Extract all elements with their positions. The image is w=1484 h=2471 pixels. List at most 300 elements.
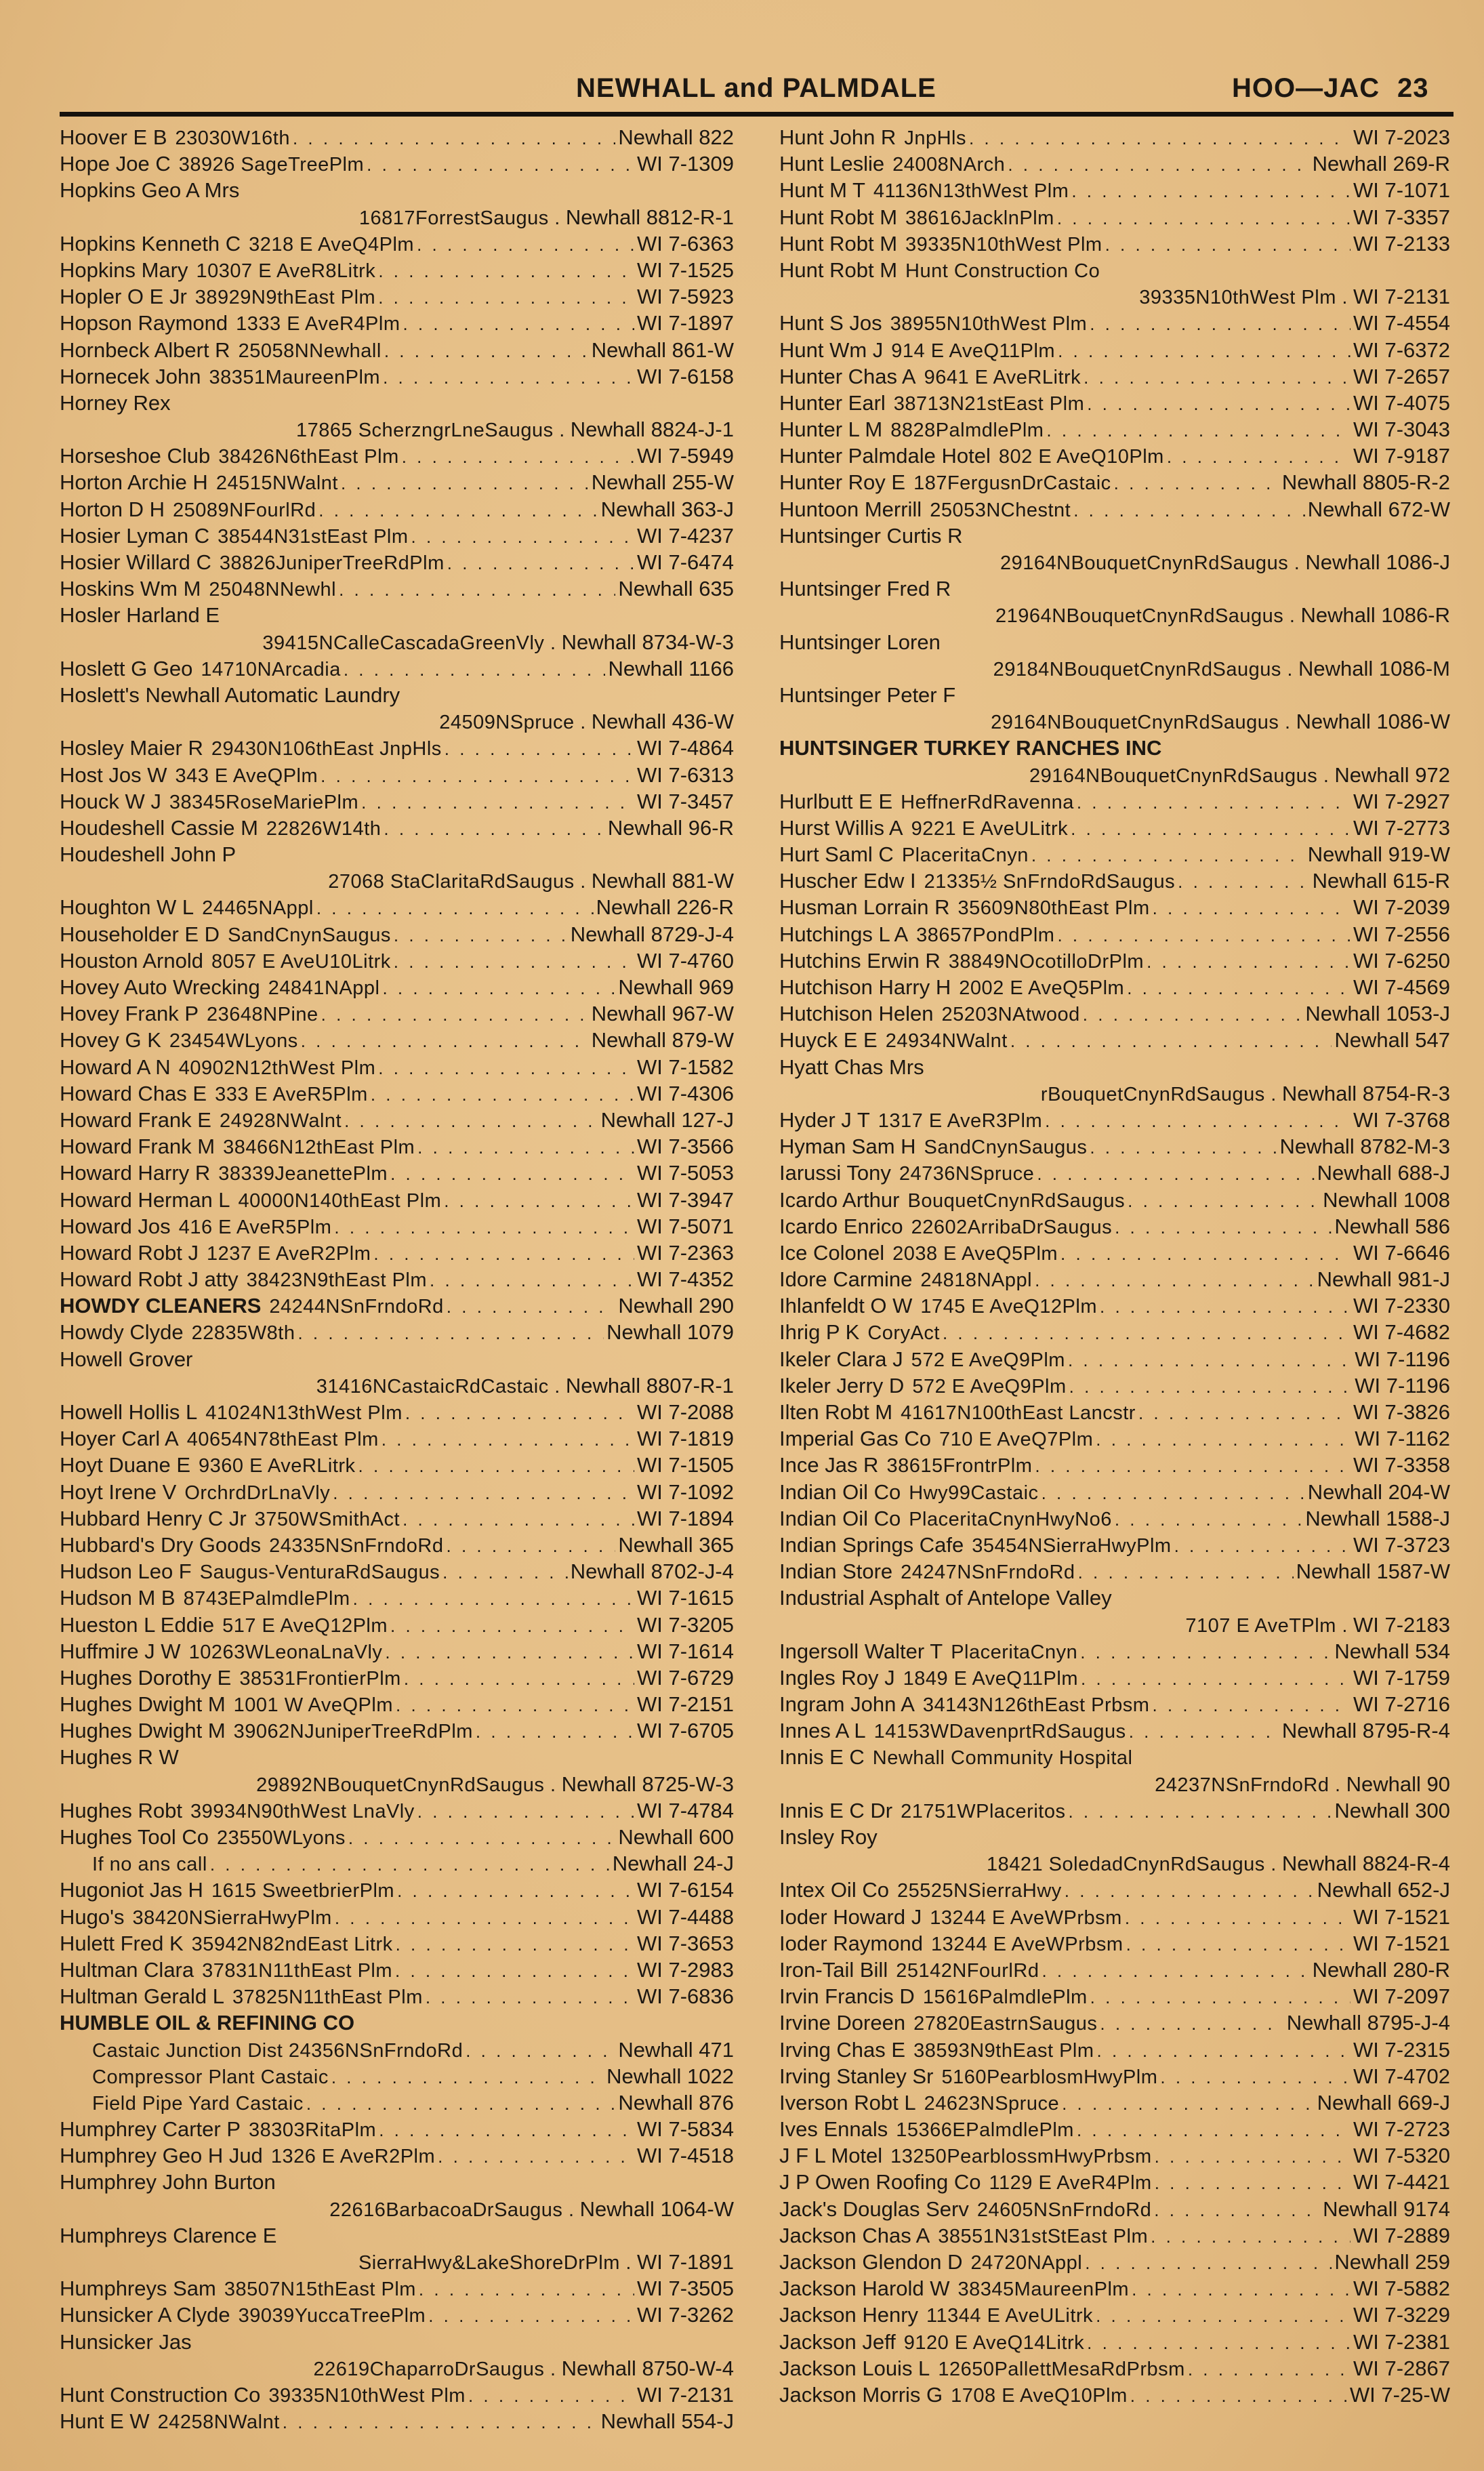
listing-line <box>779 1292 1450 1319</box>
listing-name: Humphrey Carter P <box>60 2117 241 2142</box>
listing-phone: WI 7-2867 <box>1353 2356 1450 2380</box>
listing-phone: WI 7-4421 <box>1353 2170 1450 2194</box>
listing-address: 39415NCalleCascadaGreenVly . <box>262 630 556 657</box>
dot-leader <box>395 1958 634 1984</box>
listing-address: 333 E AveR5Plm <box>215 1083 368 1105</box>
dot-leader <box>382 975 615 1002</box>
listing-line <box>60 2089 734 2116</box>
listing-phone: WI 7-4554 <box>1353 311 1450 335</box>
listing-address: 40654N78thEast Plm <box>186 1429 379 1451</box>
listing-address: 22835W8th <box>191 1322 295 1345</box>
listing-name: Howard Chas E <box>60 1081 207 1105</box>
dot-leader <box>1090 1135 1277 1161</box>
dot-leader <box>339 577 615 603</box>
listing-name: Hurst Willis A <box>779 815 903 840</box>
listing-phone: Newhall 290 <box>618 1294 734 1318</box>
listing-address: 9360 E AveRLitrk <box>199 1455 356 1477</box>
dot-leader <box>1138 1400 1351 1427</box>
dot-leader <box>1174 1533 1351 1559</box>
dot-leader <box>1087 2330 1351 2356</box>
dot-leader <box>306 2091 616 2117</box>
dot-leader <box>1042 1480 1305 1507</box>
listing-address: 13244 E AveWPrbsm <box>930 1906 1122 1929</box>
listing-name: Ingersoll Walter T <box>779 1639 943 1663</box>
dot-leader <box>1152 1692 1351 1719</box>
dot-leader <box>378 258 634 285</box>
dot-leader <box>367 152 634 178</box>
listing-name: Innis E C Dr <box>779 1798 893 1822</box>
listing-line <box>779 416 1450 443</box>
listing-address: 35454NSierraHwyPlm <box>972 1534 1172 1557</box>
dot-leader <box>1087 391 1351 417</box>
listing-address: 38616JacklnPlm <box>905 207 1054 229</box>
listing-line <box>60 283 734 310</box>
listing-line <box>779 2009 1450 2036</box>
listing-line <box>60 1532 734 1558</box>
listing-line <box>60 2302 734 2328</box>
listing-phone: Newhall 1166 <box>608 656 734 680</box>
dot-leader <box>348 1825 616 1852</box>
dot-leader <box>397 1878 634 1904</box>
listing-name: Houston Arnold <box>60 948 203 973</box>
listing-name: Jackson Glendon D <box>779 2250 963 2274</box>
listing-line <box>60 1983 734 2009</box>
dot-leader <box>1090 311 1351 338</box>
listing-name: Howard Jos <box>60 1214 171 1238</box>
listing-line <box>779 655 1450 682</box>
listing-line <box>779 1691 1450 1717</box>
listing-address: 187FergusnDrCastaic <box>913 472 1111 495</box>
listing-address: 25089NFourlRd <box>173 499 316 521</box>
listing-line <box>60 708 734 735</box>
listing-phone: Newhall 1022 <box>606 2064 734 2088</box>
listing-line <box>60 1399 734 1425</box>
listing-name: Householder E D <box>60 922 220 946</box>
listing-phone: WI 7-1582 <box>636 1055 734 1079</box>
listing-address: 40902N12thWest Plm <box>178 1057 376 1079</box>
listing-line <box>60 150 734 177</box>
listing-address: SandCnynSaugus <box>228 924 391 946</box>
listing-name: Huntsinger Fred R <box>779 577 951 601</box>
listing-phone: WI 7-6363 <box>636 231 734 256</box>
dot-leader <box>1096 2303 1351 2329</box>
listing-address: 38420NSierraHwyPlm <box>132 1906 332 1929</box>
dot-leader <box>371 1082 634 1108</box>
listing-line <box>60 310 734 336</box>
dot-leader <box>1151 2224 1351 2250</box>
listing-line <box>60 1558 734 1585</box>
listing-line <box>779 549 1450 575</box>
listing-address: 37831N11thEast Plm <box>202 1959 393 1982</box>
listing-phone: WI 7-6836 <box>636 1984 734 2009</box>
listing-name: Irvine Doreen <box>779 2011 906 2035</box>
listing-address: 39335N10thWest Plm <box>268 2384 466 2407</box>
listing-name: Jackson Chas A <box>779 2223 930 2247</box>
dot-leader <box>1188 2356 1351 2383</box>
listing-address: 22616BarbacoaDrSaugus . <box>329 2197 574 2224</box>
dot-leader <box>1100 1294 1351 1320</box>
dot-leader <box>1060 1241 1351 1267</box>
listing-line <box>779 1717 1450 1744</box>
alphabetic-range: HOO—JAC <box>1232 73 1380 103</box>
listing-name: Houck W J <box>60 789 161 813</box>
listing-line <box>779 1399 1450 1425</box>
listing-address: 24247NSnFrndoRd <box>901 1561 1075 1584</box>
dot-leader <box>353 1586 634 1612</box>
listing-address: JnpHls <box>904 127 966 149</box>
listing-line <box>60 1585 734 1611</box>
listing-line <box>60 1717 734 1744</box>
listing-name: Houdeshell John P <box>60 842 236 867</box>
listing-address: rBouquetCnynRdSaugus . <box>1041 1082 1277 1108</box>
listing-name: Hunsicker Jas <box>60 2329 192 2354</box>
listing-address: PlaceritaCnyn <box>951 1641 1078 1663</box>
listing-phone: WI 7-9187 <box>1353 444 1450 468</box>
listing-name: Horton D H <box>60 497 165 521</box>
dot-leader <box>333 1480 634 1507</box>
listing-line <box>779 1505 1450 1532</box>
listing-line <box>60 390 734 416</box>
listing-phone: WI 7-1092 <box>636 1479 734 1504</box>
listing-phone: WI 7-2723 <box>1353 2117 1450 2142</box>
listing-phone: Newhall 688-J <box>1317 1161 1450 1185</box>
listing-address: 38466N12thEast Plm <box>223 1137 415 1159</box>
listing-name: Hosley Maier R <box>60 736 203 760</box>
listing-phone: Newhall 259 <box>1334 2250 1450 2274</box>
listing-name: Hyatt Chas Mrs <box>779 1055 924 1079</box>
listing-phone: Newhall 204-W <box>1307 1479 1450 1504</box>
dot-leader <box>1008 152 1309 178</box>
listing-line <box>779 2382 1450 2408</box>
listing-line <box>779 2169 1450 2195</box>
listing-line <box>60 2382 734 2408</box>
listing-name: Huntsinger Peter F <box>779 682 956 707</box>
listing-address: 517 E AveQ12Plm <box>222 1614 388 1637</box>
listing-name: Hughes R W <box>60 1745 179 1770</box>
dot-leader <box>943 1320 1351 1347</box>
dot-leader <box>1114 470 1279 497</box>
listing-phone: Newhall 471 <box>618 2037 734 2062</box>
listing-name: Industrial Asphalt of Antelope Valley <box>779 1586 1112 1610</box>
listing-address: 27068 StaClaritaRdSaugus . <box>328 869 586 895</box>
listing-address: 38826JuniperTreeRdPlm <box>219 552 445 574</box>
listing-name: Hudson M B <box>60 1586 176 1610</box>
listing-name: Hugo's <box>60 1904 125 1929</box>
listing-line <box>779 1850 1450 1877</box>
listing-phone: WI 7-2363 <box>636 1240 734 1265</box>
listing-line <box>779 1797 1450 1824</box>
listing-address: Hwy99Castaic <box>909 1482 1039 1504</box>
dot-leader <box>445 736 634 762</box>
dot-leader <box>1077 790 1351 816</box>
listing-name: J P Owen Roofing Co <box>779 2170 981 2194</box>
dot-leader <box>283 2409 598 2436</box>
listing-line <box>779 124 1450 150</box>
listing-line <box>779 1213 1450 1240</box>
listing-line <box>60 1187 734 1213</box>
listing-address: 34143N126thEast Prbsm <box>922 1694 1150 1717</box>
dot-leader <box>1128 1188 1320 1214</box>
listing-line <box>779 1612 1450 1638</box>
listing-name: HUMBLE OIL & REFINING CO <box>60 2011 355 2035</box>
listing-address: 24008NArch <box>892 154 1006 176</box>
listing-address: 1129 E AveR4Plm <box>989 2172 1152 2194</box>
listing-phone: Newhall 8725-W-3 <box>561 1772 734 1796</box>
listing-name: Hughes Dorothy E <box>60 1665 232 1690</box>
listing-name: Idore Carmine <box>779 1267 913 1292</box>
listing-phone: WI 7-3043 <box>1353 417 1450 442</box>
listing-line <box>779 1425 1450 1452</box>
listing-line <box>60 1160 734 1186</box>
listing-phone: WI 7-2039 <box>1353 895 1450 920</box>
dot-leader <box>1080 1639 1332 1666</box>
listing-phone: WI 7-4518 <box>636 2144 734 2168</box>
listing-line <box>60 1452 734 1478</box>
listing-line <box>779 1957 1450 1983</box>
listing-name: Howard Robt J atty <box>60 1267 239 1292</box>
listing-line <box>60 1612 734 1638</box>
listing-address: 23454WLyons <box>169 1030 298 1053</box>
listing-address: If no ans call <box>92 1854 207 1876</box>
listing-name: Innis E C <box>779 1745 865 1770</box>
listing-address: 10263WLeonaLnaVly <box>188 1641 383 1663</box>
listing-phone: WI 7-3826 <box>1353 1400 1450 1424</box>
listing-line <box>779 1877 1450 1903</box>
listing-address: 38345RoseMariePlm <box>169 791 359 813</box>
listing-address: 16817ForrestSaugus . <box>359 205 560 232</box>
listing-line <box>60 1797 734 1824</box>
dot-leader <box>1125 1905 1351 1932</box>
listing-line <box>60 1000 734 1027</box>
listing-phone: WI 7-2097 <box>1353 1984 1450 2009</box>
listing-line <box>60 788 734 815</box>
dot-leader <box>1096 1427 1352 1453</box>
listing-line <box>60 735 734 761</box>
listing-name: Hulett Fred K <box>60 1931 184 1955</box>
listing-address: 39062NJuniperTreeRdPlm <box>233 1721 473 1743</box>
listing-phone: WI 7-1196 <box>1355 1347 1450 1371</box>
dot-leader <box>430 1267 634 1294</box>
listing-address: 29184NBouquetCnynRdSaugus . <box>993 657 1293 683</box>
listing-phone: WI 7-2556 <box>1353 922 1450 946</box>
listing-phone: WI 7-6154 <box>636 1878 734 1902</box>
dot-leader <box>1097 2038 1351 2064</box>
listing-line <box>60 974 734 1000</box>
listing-address: 8828PalmdlePlm <box>890 420 1044 442</box>
listing-phone: WI 7-4488 <box>636 1904 734 1929</box>
listing-line <box>60 1054 734 1080</box>
listing-phone: Newhall 1079 <box>606 1320 734 1345</box>
listing-line <box>60 1744 734 1770</box>
dot-leader <box>379 2117 634 2144</box>
listing-phone: WI 7-2088 <box>636 1400 734 1424</box>
listing-line <box>60 2063 734 2089</box>
listing-line <box>60 947 734 974</box>
listing-address: 25053NChestnt <box>930 499 1071 521</box>
listing-name: Hunt E W <box>60 2409 150 2434</box>
listing-line <box>60 1133 734 1160</box>
listing-phone: Newhall 436-W <box>591 710 734 734</box>
listing-phone: Newhall 1086-R <box>1300 603 1450 628</box>
listing-line <box>779 1638 1450 1665</box>
dot-leader <box>1058 338 1351 365</box>
listing-name: Jackson Morris G <box>779 2382 943 2407</box>
listing-phone: Newhall 365 <box>618 1532 734 1557</box>
listing-line <box>60 1691 734 1717</box>
listing-line <box>60 2355 734 2382</box>
listing-name: Howell Grover <box>60 1347 193 1371</box>
listing-line <box>60 523 734 549</box>
listing-line <box>60 337 734 363</box>
listing-address: 14153WDavenprtRdSaugus <box>873 1721 1126 1743</box>
listing-line <box>60 575 734 602</box>
listing-address: 25058NNewhall <box>238 340 382 362</box>
listing-name: Hosier Lyman C <box>60 523 210 548</box>
listing-address: 35609N80thEast Plm <box>957 897 1150 920</box>
listing-phone: WI 7-5923 <box>636 285 734 309</box>
listing-name: Hornbeck Albert R <box>60 338 230 362</box>
listing-line <box>60 1372 734 1399</box>
dot-leader <box>297 1320 604 1347</box>
listing-address: 15366EPalmdlePlm <box>896 2119 1074 2142</box>
listing-phone: WI 7-2151 <box>636 1692 734 1717</box>
dot-leader <box>1081 1666 1351 1692</box>
listing-name: Howard Frank M <box>60 1135 215 1159</box>
listing-phone: WI 7-3357 <box>1353 205 1450 229</box>
listing-phone: Newhall 861-W <box>591 338 734 362</box>
listing-address: CoryAct <box>867 1322 940 1345</box>
listing-line <box>60 2249 734 2275</box>
listing-address: 38929N9thEast Plm <box>194 287 376 309</box>
listing-address: 39335N10thWest Plm . <box>1139 285 1348 311</box>
listing-line <box>60 443 734 469</box>
listing-name: Howard A N <box>60 1055 171 1079</box>
listing-line <box>779 2063 1450 2089</box>
listing-name: Indian Oil Co <box>779 1506 901 1530</box>
listing-name: Ilten Robt M <box>779 1400 893 1424</box>
dot-leader <box>1062 2091 1314 2117</box>
listing-name: Hoover E B <box>60 125 167 149</box>
listing-name: Hunter Roy E <box>779 470 906 495</box>
listing-name: Hunsicker A Clyde <box>60 2303 230 2327</box>
listing-name: Jackson Harold W <box>779 2276 950 2301</box>
listing-name: HUNTSINGER TURKEY RANCHES INC <box>779 736 1162 760</box>
listing-name: Ioder Howard J <box>779 1904 922 1929</box>
dot-leader <box>1167 444 1351 470</box>
listing-address: 24841NAppl <box>268 977 380 999</box>
listing-address: 38426N6thEast Plm <box>218 446 399 468</box>
listing-name: HOWDY CLEANERS <box>60 1294 262 1318</box>
listing-phone: Newhall 822 <box>618 125 734 149</box>
listing-address: 416 E AveR5Plm <box>178 1216 332 1238</box>
dot-leader <box>385 1639 634 1666</box>
listing-address: 38849NOcotilloDrPlm <box>948 950 1145 973</box>
listing-phone: WI 7-2023 <box>1353 125 1450 149</box>
listing-name: Insley Roy <box>779 1825 878 1849</box>
listing-line <box>60 124 734 150</box>
listing-line <box>779 867 1450 894</box>
listing-name: Indian Oil Co <box>779 1479 901 1504</box>
listing-name: Ikeler Clara J <box>779 1347 903 1371</box>
listing-phone: Newhall 554-J <box>600 2409 734 2434</box>
listing-line <box>60 204 734 230</box>
listing-name: Horseshoe Club <box>60 444 211 468</box>
listing-line <box>779 762 1450 788</box>
listing-address: 914 E AveQ11Plm <box>891 340 1056 362</box>
listing-address: 25525NSierraHwy <box>896 1880 1062 1902</box>
listing-address: 23648NPine <box>207 1004 318 1026</box>
listing-phone: Newhall 586 <box>1334 1214 1450 1238</box>
listing-line <box>779 443 1450 469</box>
listing-address: 24928NWalnt <box>219 1109 342 1132</box>
listing-name: Hughes Robt <box>60 1798 182 1822</box>
listing-line <box>60 496 734 523</box>
listing-address: 3750WSmithAct <box>254 1508 400 1530</box>
listing-name: Ihrig P K <box>779 1320 860 1345</box>
listing-line <box>60 1638 734 1665</box>
listing-address: 38507N15thEast Plm <box>224 2279 416 2301</box>
dot-leader <box>1031 842 1305 869</box>
listing-line <box>60 2037 734 2063</box>
listing-line <box>779 1532 1450 1558</box>
listing-phone: WI 7-3723 <box>1353 1532 1450 1557</box>
listing-line <box>779 1187 1450 1213</box>
listing-phone: WI 7-4306 <box>636 1081 734 1105</box>
listing-phone: Newhall 669-J <box>1317 2090 1450 2115</box>
listing-name: Howard Robt J <box>60 1240 199 1265</box>
dot-leader <box>321 1002 589 1028</box>
listing-line <box>60 2009 734 2036</box>
listing-phone: WI 7-3205 <box>636 1612 734 1637</box>
listing-address: 1333 E AveR4Plm <box>236 313 400 335</box>
dot-leader <box>1057 205 1351 232</box>
dot-leader <box>417 1799 634 1825</box>
listing-name: Hope Joe C <box>60 152 171 176</box>
listing-line <box>779 1160 1450 1186</box>
listing-phone: WI 7-2716 <box>1353 1692 1450 1717</box>
listing-name: Hutchison Harry H <box>779 975 951 999</box>
listing-address: 27820EastrnSaugus <box>913 2013 1098 2035</box>
dot-leader <box>378 1055 634 1082</box>
listing-line <box>779 469 1450 495</box>
listing-address: 2002 E AveQ5Plm <box>959 977 1125 999</box>
listing-line <box>60 1479 734 1505</box>
listing-name: Hutchins Erwin R <box>779 948 941 973</box>
listing-address: Saugus-VenturaRdSaugus <box>199 1561 440 1584</box>
listing-name: Huntsinger Curtis R <box>779 523 963 548</box>
listing-line <box>60 1107 734 1133</box>
listing-address: 24237NSnFrndoRd . <box>1155 1772 1341 1799</box>
listing-name: Ince Jas R <box>779 1453 879 1477</box>
listing-name: Indian Store <box>779 1559 893 1584</box>
listing-address: 24720NAppl <box>970 2252 1083 2274</box>
listing-line <box>779 2116 1450 2142</box>
listing-line <box>779 735 1450 761</box>
listing-address: HeffnerRdRavenna <box>901 791 1074 813</box>
dot-leader <box>1068 1347 1352 1374</box>
listing-line <box>60 177 734 203</box>
listing-phone: Newhall 8795-J-4 <box>1286 2011 1450 2035</box>
listing-line <box>60 762 734 788</box>
listing-address: 10307 E AveR8Litrk <box>196 260 376 282</box>
listing-phone: Newhall 969 <box>618 975 734 999</box>
listing-name: Hughes Tool Co <box>60 1825 209 1849</box>
listing-line <box>779 1479 1450 1505</box>
listing-line <box>779 150 1450 177</box>
listing-phone: Newhall 1086-M <box>1298 656 1450 680</box>
listing-address: 23030W16th <box>175 127 290 149</box>
listing-phone: Newhall 1086-J <box>1305 550 1450 574</box>
